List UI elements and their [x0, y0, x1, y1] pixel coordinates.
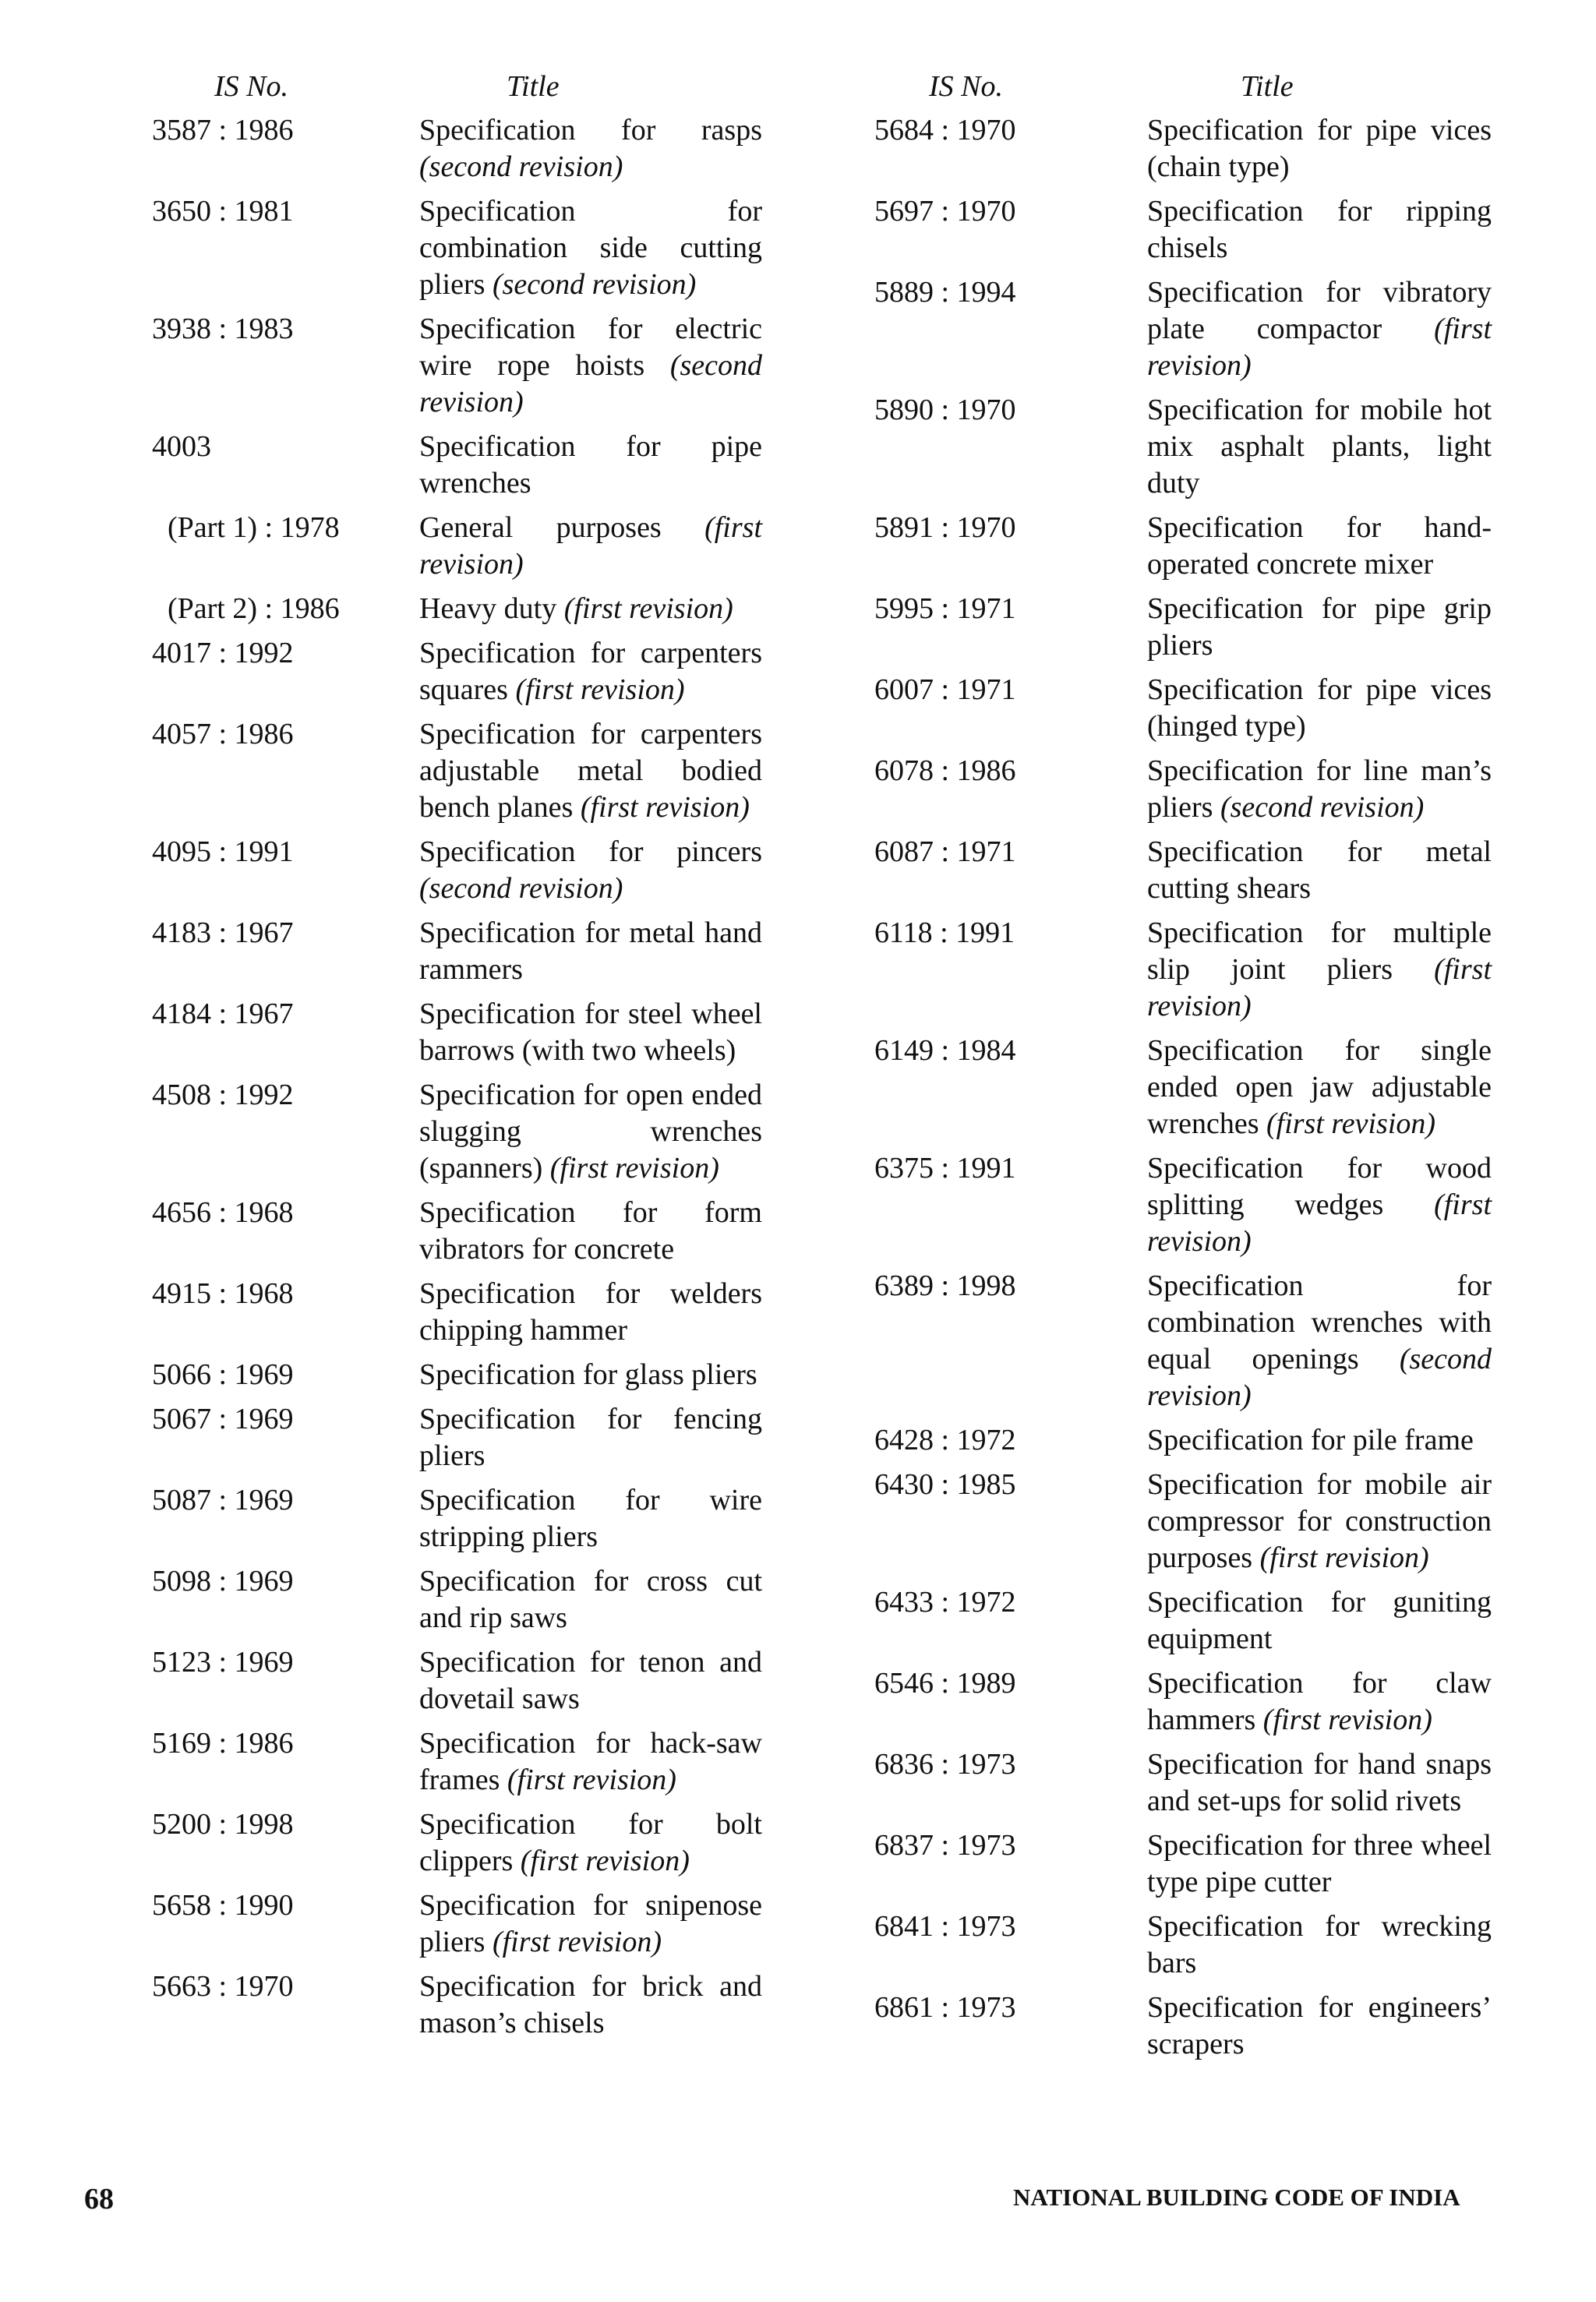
standard-title — [419, 1077, 762, 1187]
standard-title — [1147, 672, 1492, 745]
title-text: Specification for welders chipping hammer — [419, 1277, 762, 1347]
is-number: 5200 : 1998 — [152, 1808, 294, 1841]
revision-note: (second revision) — [492, 268, 697, 301]
standard-title — [419, 1644, 762, 1718]
revision-note: (first revision) — [515, 673, 685, 706]
title-text: Specification for pipe grip pliers — [1147, 592, 1492, 662]
standard-title — [1147, 1908, 1492, 1982]
title-text: Specification for tenon and dovetail saws — [419, 1646, 762, 1715]
standard-title — [419, 1725, 762, 1799]
title-text: Specification for pipe wrenches — [419, 430, 762, 500]
is-number: 6389 : 1998 — [874, 1269, 1016, 1302]
is-number: 5087 : 1969 — [152, 1484, 294, 1516]
is-number: 6149 : 1984 — [874, 1034, 1016, 1067]
is-number: 5891 : 1970 — [874, 511, 1016, 544]
standard-entry — [851, 1746, 1506, 1820]
title-text: Specification for multiple slip joint pliers — [1147, 916, 1492, 986]
left-column — [117, 69, 772, 2050]
is-number: 5169 : 1986 — [152, 1727, 294, 1760]
title-text: Specification for combination side cutting pliers — [419, 195, 762, 301]
standard-title — [419, 510, 762, 583]
is-number: 6078 : 1986 — [874, 754, 1016, 787]
standard-title — [1147, 915, 1492, 1025]
revision-note: (first revision) — [580, 791, 750, 824]
title-text: Specification for metal cutting shears — [1147, 835, 1492, 905]
standard-title — [1147, 1827, 1492, 1901]
standard-entry — [117, 1401, 772, 1474]
standard-title — [1147, 1746, 1492, 1820]
revision-note: (second revision) — [419, 872, 623, 905]
revision-note: (first revision) — [492, 1926, 662, 1958]
revision-note: (first revision) — [520, 1845, 690, 1877]
header-title: Title — [1241, 70, 1294, 103]
is-number: 6861 : 1973 — [874, 1991, 1016, 2024]
revision-note: (first revision) — [419, 511, 762, 581]
title-text: Specification for combination wrenches with equal openings — [1147, 1269, 1492, 1375]
standard-title — [419, 1482, 762, 1555]
standard-entry — [117, 1968, 772, 2042]
title-text: Specification for carpenters squares — [419, 637, 762, 706]
title-text: Specification for form vibrators for concrete — [419, 1196, 762, 1266]
standard-title — [419, 1357, 762, 1393]
standard-title — [1147, 1584, 1492, 1658]
standard-title — [419, 1276, 762, 1349]
standard-title — [419, 635, 762, 708]
is-number: 3587 : 1986 — [152, 114, 294, 147]
revision-note: (second revision) — [419, 150, 623, 183]
is-number: 6841 : 1973 — [874, 1910, 1016, 1943]
standards-list-left — [117, 112, 772, 2042]
standard-title — [419, 1563, 762, 1636]
standard-entry — [851, 1665, 1506, 1739]
standard-title — [1147, 1150, 1492, 1260]
standard-entry — [851, 112, 1506, 185]
revision-note: (first revision) — [1147, 953, 1492, 1022]
standard-title — [419, 1806, 762, 1880]
standard-title — [419, 716, 762, 826]
standard-entry — [117, 1195, 772, 1268]
is-number: 6430 : 1985 — [874, 1468, 1016, 1501]
page-number: 68 — [84, 2183, 114, 2215]
standard-entry — [851, 1584, 1506, 1658]
standard-title — [419, 1401, 762, 1474]
right-column — [851, 69, 1506, 2071]
standard-entry — [117, 591, 772, 627]
title-text: Specification for snipenose pliers — [419, 1889, 762, 1958]
title-text: Specification for open ended slugging wrenches (spanners) — [419, 1079, 762, 1185]
header-is-no: IS No. — [929, 70, 1003, 103]
standard-entry — [117, 716, 772, 826]
title-text: Specification for hand-operated concrete mixer — [1147, 511, 1492, 581]
is-number: 5889 : 1994 — [874, 276, 1016, 309]
title-text: Specification for guniting equipment — [1147, 1586, 1492, 1655]
is-number: 5658 : 1990 — [152, 1889, 294, 1922]
standard-entry — [117, 1077, 772, 1187]
title-text: Specification for pile frame — [1147, 1424, 1474, 1456]
title-text: Specification for wood splitting wedges — [1147, 1152, 1492, 1221]
title-text: Specification for claw hammers — [1147, 1667, 1492, 1736]
standard-title — [419, 1887, 762, 1961]
standard-entry — [117, 193, 772, 303]
standard-entry — [851, 1827, 1506, 1901]
title-text: Specification for hack-saw frames — [419, 1727, 762, 1796]
standard-entry — [117, 429, 772, 502]
title-text: Specification for carpenters adjustable metal bodied bench planes — [419, 718, 762, 824]
title-text: Specification for ripping chisels — [1147, 195, 1492, 264]
is-number: 4003 — [152, 430, 211, 463]
standard-entry — [851, 1908, 1506, 1982]
title-text: Specification for engineers’ scrapers — [1147, 1991, 1492, 2060]
footer-publication-title: NATIONAL BUILDING CODE OF INDIA — [1013, 2184, 1460, 2211]
revision-note: (first revision) — [1259, 1541, 1429, 1574]
is-number: 5123 : 1969 — [152, 1646, 294, 1679]
is-number: 6375 : 1991 — [874, 1152, 1016, 1185]
title-text: Specification for vibratory plate compactor — [1147, 276, 1492, 345]
standard-entry — [117, 1806, 772, 1880]
is-number: 5663 : 1970 — [152, 1970, 294, 2003]
is-number: 6433 : 1972 — [874, 1586, 1016, 1619]
standard-title — [1147, 1467, 1492, 1576]
standard-title — [419, 1968, 762, 2042]
revision-note: (first revision) — [1147, 312, 1492, 382]
title-text: Specification for mobile hot mix asphalt plants, light duty — [1147, 394, 1492, 500]
is-number: 5697 : 1970 — [874, 195, 1016, 228]
title-text: Specification for fencing pliers — [419, 1403, 762, 1472]
standard-title — [1147, 753, 1492, 826]
standard-entry — [117, 1357, 772, 1393]
title-text: Specification for pipe vices (hinged type) — [1147, 673, 1492, 743]
standard-entry — [117, 1482, 772, 1555]
is-number: (Part 2) : 1986 — [168, 592, 340, 625]
title-text: Specification for single ended open jaw adjustable wrenches — [1147, 1034, 1492, 1140]
standard-entry — [117, 112, 772, 185]
title-text: Specification for pincers — [419, 835, 762, 868]
title-text: Specification for line man’s pliers — [1147, 754, 1492, 824]
title-text: Specification for bolt clippers — [419, 1808, 762, 1877]
is-number: 6087 : 1971 — [874, 835, 1016, 868]
revision-note: (first revision) — [507, 1764, 676, 1796]
revision-note: (second revision) — [1147, 1343, 1492, 1412]
standard-entry — [117, 834, 772, 907]
standard-entry — [851, 1467, 1506, 1576]
standard-title — [419, 112, 762, 185]
standard-entry — [117, 915, 772, 988]
is-number: 5995 : 1971 — [874, 592, 1016, 625]
is-number: 4057 : 1986 — [152, 718, 294, 750]
standard-title — [1147, 1033, 1492, 1142]
standard-title — [1147, 392, 1492, 502]
standard-entry — [851, 1150, 1506, 1260]
title-text: Specification for hand snaps and set-ups for solid rivets — [1147, 1748, 1492, 1817]
title-text: Specification for wrecking bars — [1147, 1910, 1492, 1979]
standard-entry — [851, 753, 1506, 826]
is-number: 5890 : 1970 — [874, 394, 1016, 426]
standards-list-right — [851, 112, 1506, 2063]
standard-entry — [851, 915, 1506, 1025]
standard-title — [1147, 510, 1492, 583]
standard-entry — [851, 1268, 1506, 1414]
revision-note: (first revision) — [1147, 1188, 1492, 1258]
standard-title — [419, 1195, 762, 1268]
title-text: Specification for cross cut and rip saws — [419, 1565, 762, 1634]
standard-title — [1147, 834, 1492, 907]
is-number: 4184 : 1967 — [152, 997, 294, 1030]
revision-note: (first revision) — [549, 1152, 719, 1185]
standard-entry — [117, 1563, 772, 1636]
is-number: 6428 : 1972 — [874, 1424, 1016, 1456]
standard-title — [1147, 112, 1492, 185]
column-header — [851, 69, 1506, 112]
title-text: Specification for metal hand rammers — [419, 916, 762, 986]
standard-entry — [851, 1033, 1506, 1142]
title-text: Specification for wire stripping pliers — [419, 1484, 762, 1553]
is-number: (Part 1) : 1978 — [168, 511, 340, 544]
is-number: 4095 : 1991 — [152, 835, 294, 868]
revision-note: (first revision) — [1266, 1107, 1436, 1140]
standard-title — [1147, 1990, 1492, 2063]
is-number: 3938 : 1983 — [152, 312, 294, 345]
standard-title — [419, 193, 762, 303]
standard-entry — [117, 635, 772, 708]
standard-title — [1147, 274, 1492, 384]
revision-note: (second revision) — [419, 349, 763, 418]
revision-note: (first revision) — [563, 592, 733, 625]
is-number: 6836 : 1973 — [874, 1748, 1016, 1781]
is-number: 6837 : 1973 — [874, 1829, 1016, 1862]
standard-entry — [851, 193, 1506, 267]
standard-entry — [851, 510, 1506, 583]
standard-title — [419, 834, 762, 907]
standard-entry — [851, 392, 1506, 502]
standard-entry — [117, 996, 772, 1069]
standard-entry — [117, 1276, 772, 1349]
title-text: Specification for steel wheel barrows (with two wheels) — [419, 997, 762, 1067]
is-number: 5067 : 1969 — [152, 1403, 294, 1435]
is-number: 6007 : 1971 — [874, 673, 1016, 706]
standard-title — [1147, 591, 1492, 664]
is-number: 6118 : 1991 — [874, 916, 1015, 949]
revision-note: (first revision) — [1262, 1704, 1432, 1736]
is-number: 4017 : 1992 — [152, 637, 294, 669]
standard-entry — [117, 1887, 772, 1961]
is-number: 4915 : 1968 — [152, 1277, 294, 1310]
is-number: 6546 : 1989 — [874, 1667, 1016, 1700]
title-text: Specification for three wheel type pipe cutter — [1147, 1829, 1492, 1898]
title-text: Specification for pipe vices (chain type) — [1147, 114, 1492, 183]
standard-entry — [851, 1990, 1506, 2063]
is-number: 4656 : 1968 — [152, 1196, 294, 1229]
standard-title — [419, 591, 762, 627]
is-number: 4508 : 1992 — [152, 1079, 294, 1111]
standard-entry — [851, 274, 1506, 384]
header-is-no: IS No. — [214, 70, 288, 103]
standard-title — [1147, 1268, 1492, 1414]
standard-entry — [851, 834, 1506, 907]
standard-title — [1147, 1665, 1492, 1739]
title-text: General purposes — [419, 511, 662, 544]
standard-entry — [117, 1644, 772, 1718]
is-number: 3650 : 1981 — [152, 195, 294, 228]
is-number: 5684 : 1970 — [874, 114, 1016, 147]
is-number: 4183 : 1967 — [152, 916, 294, 949]
is-number: 5098 : 1969 — [152, 1565, 294, 1598]
title-text: Heavy duty — [419, 592, 557, 625]
revision-note: (second revision) — [1220, 791, 1425, 824]
standard-title — [1147, 1422, 1492, 1459]
column-header — [117, 69, 772, 112]
title-text: Specification for glass pliers — [419, 1358, 757, 1391]
standard-title — [419, 311, 762, 421]
header-title: Title — [507, 70, 560, 103]
standard-entry — [851, 672, 1506, 745]
standard-entry — [851, 591, 1506, 664]
standard-title — [1147, 193, 1492, 267]
standard-entry — [117, 311, 772, 421]
standard-title — [419, 915, 762, 988]
standard-title — [419, 429, 762, 502]
standard-entry — [117, 510, 772, 583]
title-text: Specification for electric wire rope hoists — [419, 312, 762, 382]
title-text: Specification for mobile air compressor for construction purposes — [1147, 1468, 1492, 1574]
standard-title — [419, 996, 762, 1069]
title-text: Specification for brick and mason’s chisels — [419, 1970, 762, 2039]
standard-entry — [117, 1725, 772, 1799]
standard-entry — [851, 1422, 1506, 1459]
is-number: 5066 : 1969 — [152, 1358, 294, 1391]
title-text: Specification for rasps — [419, 114, 762, 147]
